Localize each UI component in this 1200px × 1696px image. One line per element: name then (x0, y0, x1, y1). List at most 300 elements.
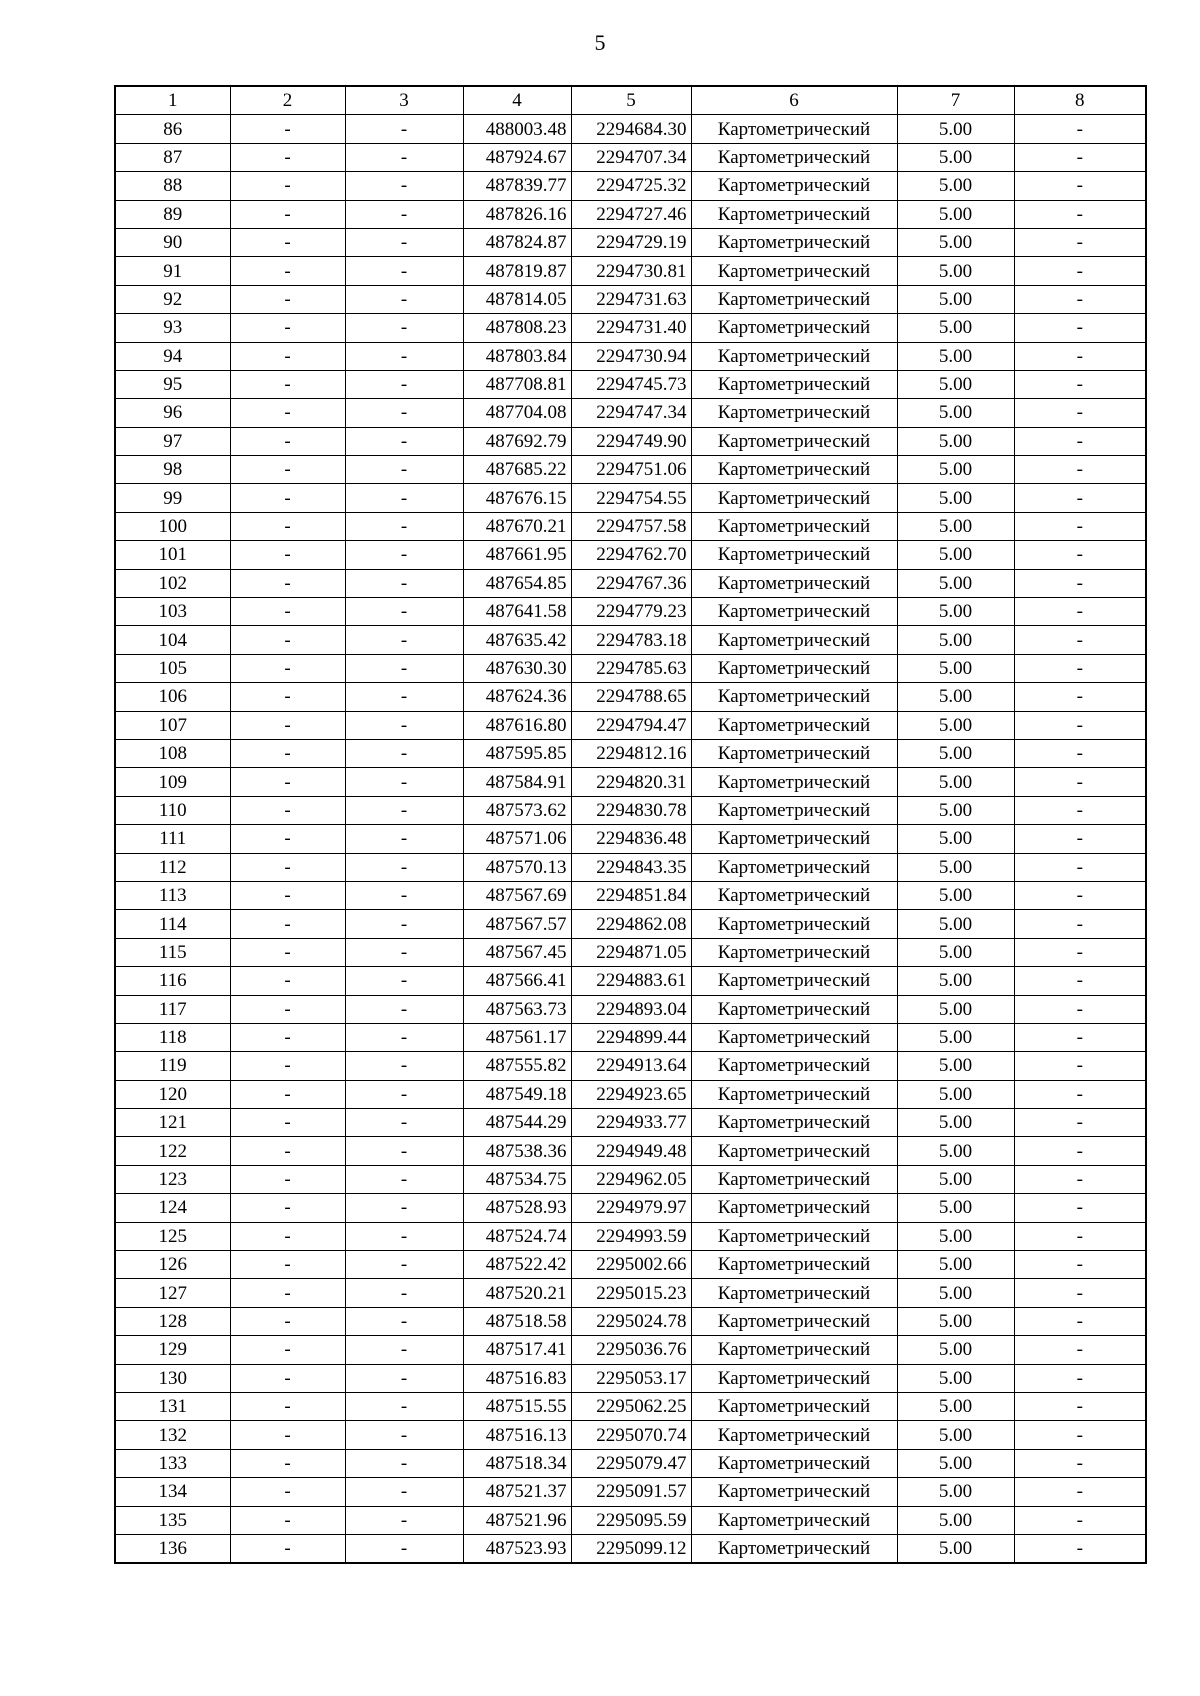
cell-coord-x: 487641.58 (463, 598, 571, 626)
cell-point-number: 113 (115, 881, 230, 909)
cell-col-3: - (345, 768, 463, 796)
cell-method: Картометрический (691, 1137, 897, 1165)
cell-col-2: - (230, 143, 345, 171)
cell-col-3: - (345, 314, 463, 342)
cell-col-2: - (230, 1478, 345, 1506)
cell-method: Картометрический (691, 1222, 897, 1250)
cell-method: Картометрический (691, 739, 897, 767)
cell-col-8: - (1014, 1137, 1146, 1165)
cell-method: Картометрический (691, 1392, 897, 1420)
cell-coord-x: 487518.58 (463, 1307, 571, 1335)
cell-point-number: 136 (115, 1534, 230, 1563)
cell-coord-x: 487524.74 (463, 1222, 571, 1250)
cell-col-8: - (1014, 1307, 1146, 1335)
cell-coord-y: 2294851.84 (571, 881, 691, 909)
cell-method: Картометрический (691, 1336, 897, 1364)
cell-method: Картометрический (691, 370, 897, 398)
cell-col-3: - (345, 1478, 463, 1506)
cell-col-3: - (345, 1364, 463, 1392)
cell-method: Картометрический (691, 1194, 897, 1222)
cell-coord-x: 487670.21 (463, 512, 571, 540)
cell-point-number: 127 (115, 1279, 230, 1307)
cell-accuracy: 5.00 (897, 626, 1014, 654)
cell-coord-x: 487819.87 (463, 257, 571, 285)
cell-col-8: - (1014, 285, 1146, 313)
cell-col-2: - (230, 115, 345, 143)
table-row (115, 739, 1146, 767)
cell-coord-y: 2294993.59 (571, 1222, 691, 1250)
cell-accuracy: 5.00 (897, 172, 1014, 200)
table-row (115, 1336, 1146, 1364)
cell-coord-x: 487685.22 (463, 456, 571, 484)
cell-point-number: 126 (115, 1251, 230, 1279)
cell-col-8: - (1014, 228, 1146, 256)
cell-coord-y: 2294843.35 (571, 853, 691, 881)
cell-col-8: - (1014, 938, 1146, 966)
cell-col-3: - (345, 512, 463, 540)
cell-accuracy: 5.00 (897, 1222, 1014, 1250)
cell-coord-x: 487567.57 (463, 910, 571, 938)
cell-accuracy: 5.00 (897, 711, 1014, 739)
cell-method: Картометрический (691, 1421, 897, 1449)
table-row (115, 1194, 1146, 1222)
cell-coord-x: 487814.05 (463, 285, 571, 313)
cell-point-number: 90 (115, 228, 230, 256)
cell-point-number: 114 (115, 910, 230, 938)
cell-col-2: - (230, 938, 345, 966)
cell-coord-x: 487692.79 (463, 427, 571, 455)
cell-accuracy: 5.00 (897, 285, 1014, 313)
cell-method: Картометрический (691, 1023, 897, 1051)
cell-coord-y: 2295036.76 (571, 1336, 691, 1364)
cell-coord-y: 2294962.05 (571, 1165, 691, 1193)
cell-accuracy: 5.00 (897, 1307, 1014, 1335)
cell-accuracy: 5.00 (897, 1137, 1014, 1165)
column-header-5: 5 (571, 86, 691, 115)
cell-coord-x: 487561.17 (463, 1023, 571, 1051)
cell-col-2: - (230, 825, 345, 853)
cell-col-8: - (1014, 314, 1146, 342)
cell-col-3: - (345, 1449, 463, 1477)
cell-coord-y: 2294731.63 (571, 285, 691, 313)
cell-point-number: 109 (115, 768, 230, 796)
cell-coord-x: 487584.91 (463, 768, 571, 796)
cell-col-2: - (230, 1222, 345, 1250)
cell-point-number: 88 (115, 172, 230, 200)
cell-col-2: - (230, 598, 345, 626)
cell-coord-y: 2294830.78 (571, 796, 691, 824)
cell-method: Картометрический (691, 285, 897, 313)
cell-method: Картометрический (691, 881, 897, 909)
cell-point-number: 132 (115, 1421, 230, 1449)
cell-col-3: - (345, 370, 463, 398)
cell-point-number: 116 (115, 967, 230, 995)
cell-col-8: - (1014, 1251, 1146, 1279)
cell-col-3: - (345, 1534, 463, 1563)
cell-accuracy: 5.00 (897, 1534, 1014, 1563)
cell-accuracy: 5.00 (897, 512, 1014, 540)
cell-coord-x: 487567.69 (463, 881, 571, 909)
cell-accuracy: 5.00 (897, 541, 1014, 569)
cell-accuracy: 5.00 (897, 1023, 1014, 1051)
cell-accuracy: 5.00 (897, 910, 1014, 938)
table-row (115, 796, 1146, 824)
cell-col-3: - (345, 1279, 463, 1307)
cell-method: Картометрический (691, 995, 897, 1023)
cell-coord-x: 487528.93 (463, 1194, 571, 1222)
cell-coord-x: 487839.77 (463, 172, 571, 200)
cell-coord-x: 487616.80 (463, 711, 571, 739)
table-row (115, 1449, 1146, 1477)
cell-col-3: - (345, 853, 463, 881)
cell-coord-x: 487516.13 (463, 1421, 571, 1449)
cell-coord-y: 2294707.34 (571, 143, 691, 171)
cell-point-number: 108 (115, 739, 230, 767)
cell-method: Картометрический (691, 825, 897, 853)
cell-col-2: - (230, 1109, 345, 1137)
cell-col-8: - (1014, 654, 1146, 682)
cell-col-8: - (1014, 881, 1146, 909)
table-row (115, 569, 1146, 597)
cell-accuracy: 5.00 (897, 654, 1014, 682)
cell-coord-y: 2294871.05 (571, 938, 691, 966)
cell-method: Картометрический (691, 1506, 897, 1534)
cell-col-3: - (345, 1080, 463, 1108)
cell-accuracy: 5.00 (897, 938, 1014, 966)
cell-coord-y: 2294767.36 (571, 569, 691, 597)
cell-method: Картометрический (691, 796, 897, 824)
cell-col-2: - (230, 881, 345, 909)
cell-method: Картометрический (691, 115, 897, 143)
cell-coord-y: 2294783.18 (571, 626, 691, 654)
cell-method: Картометрический (691, 1165, 897, 1193)
cell-col-3: - (345, 910, 463, 938)
cell-coord-x: 487624.36 (463, 683, 571, 711)
cell-accuracy: 5.00 (897, 1279, 1014, 1307)
cell-col-3: - (345, 825, 463, 853)
cell-point-number: 122 (115, 1137, 230, 1165)
cell-col-8: - (1014, 796, 1146, 824)
cell-coord-y: 2294747.34 (571, 399, 691, 427)
cell-coord-x: 487521.96 (463, 1506, 571, 1534)
cell-point-number: 97 (115, 427, 230, 455)
cell-coord-x: 487924.67 (463, 143, 571, 171)
cell-col-2: - (230, 910, 345, 938)
table-row (115, 995, 1146, 1023)
table-row (115, 427, 1146, 455)
cell-coord-y: 2294923.65 (571, 1080, 691, 1108)
cell-col-2: - (230, 1307, 345, 1335)
cell-method: Картометрический (691, 1364, 897, 1392)
cell-point-number: 129 (115, 1336, 230, 1364)
cell-col-3: - (345, 1109, 463, 1137)
cell-col-2: - (230, 427, 345, 455)
cell-accuracy: 5.00 (897, 427, 1014, 455)
cell-col-3: - (345, 115, 463, 143)
cell-coord-y: 2295091.57 (571, 1478, 691, 1506)
cell-col-3: - (345, 1023, 463, 1051)
cell-accuracy: 5.00 (897, 1052, 1014, 1080)
cell-col-8: - (1014, 200, 1146, 228)
cell-point-number: 125 (115, 1222, 230, 1250)
cell-col-3: - (345, 626, 463, 654)
cell-method: Картометрический (691, 1534, 897, 1563)
column-header-8: 8 (1014, 86, 1146, 115)
cell-accuracy: 5.00 (897, 370, 1014, 398)
table-row (115, 285, 1146, 313)
cell-coord-y: 2294729.19 (571, 228, 691, 256)
cell-accuracy: 5.00 (897, 143, 1014, 171)
table-row (115, 1506, 1146, 1534)
table-row (115, 143, 1146, 171)
cell-point-number: 121 (115, 1109, 230, 1137)
cell-col-3: - (345, 967, 463, 995)
cell-col-2: - (230, 342, 345, 370)
cell-accuracy: 5.00 (897, 598, 1014, 626)
cell-col-3: - (345, 143, 463, 171)
cell-coord-y: 2294730.81 (571, 257, 691, 285)
cell-col-8: - (1014, 1449, 1146, 1477)
cell-coord-x: 487521.37 (463, 1478, 571, 1506)
cell-col-2: - (230, 1534, 345, 1563)
cell-coord-x: 487538.36 (463, 1137, 571, 1165)
cell-col-8: - (1014, 1364, 1146, 1392)
cell-accuracy: 5.00 (897, 399, 1014, 427)
cell-col-8: - (1014, 1052, 1146, 1080)
cell-coord-y: 2294725.32 (571, 172, 691, 200)
cell-col-2: - (230, 512, 345, 540)
cell-col-8: - (1014, 1080, 1146, 1108)
coordinates-table (114, 85, 1147, 1564)
cell-coord-x: 487808.23 (463, 314, 571, 342)
cell-col-2: - (230, 257, 345, 285)
cell-col-3: - (345, 796, 463, 824)
table-row (115, 910, 1146, 938)
cell-coord-x: 487566.41 (463, 967, 571, 995)
cell-accuracy: 5.00 (897, 796, 1014, 824)
cell-method: Картометрический (691, 853, 897, 881)
table-row (115, 1137, 1146, 1165)
table-row (115, 342, 1146, 370)
cell-col-8: - (1014, 1421, 1146, 1449)
cell-col-8: - (1014, 1534, 1146, 1563)
cell-coord-y: 2294949.48 (571, 1137, 691, 1165)
cell-col-8: - (1014, 1392, 1146, 1420)
cell-col-3: - (345, 598, 463, 626)
cell-coord-x: 487518.34 (463, 1449, 571, 1477)
cell-point-number: 128 (115, 1307, 230, 1335)
cell-method: Картометрический (691, 484, 897, 512)
cell-point-number: 130 (115, 1364, 230, 1392)
cell-point-number: 134 (115, 1478, 230, 1506)
cell-coord-y: 2294862.08 (571, 910, 691, 938)
cell-accuracy: 5.00 (897, 257, 1014, 285)
cell-col-3: - (345, 711, 463, 739)
table-row (115, 825, 1146, 853)
cell-coord-y: 2294745.73 (571, 370, 691, 398)
cell-col-2: - (230, 456, 345, 484)
cell-method: Картометрический (691, 172, 897, 200)
cell-coord-y: 2294730.94 (571, 342, 691, 370)
cell-point-number: 89 (115, 200, 230, 228)
cell-col-2: - (230, 569, 345, 597)
cell-accuracy: 5.00 (897, 967, 1014, 995)
cell-col-3: - (345, 541, 463, 569)
cell-col-3: - (345, 995, 463, 1023)
cell-point-number: 86 (115, 115, 230, 143)
cell-coord-x: 487515.55 (463, 1392, 571, 1420)
cell-coord-y: 2294785.63 (571, 654, 691, 682)
cell-coord-x: 487661.95 (463, 541, 571, 569)
cell-col-8: - (1014, 853, 1146, 881)
cell-accuracy: 5.00 (897, 314, 1014, 342)
cell-col-3: - (345, 1336, 463, 1364)
cell-accuracy: 5.00 (897, 569, 1014, 597)
column-header-4: 4 (463, 86, 571, 115)
cell-col-3: - (345, 1194, 463, 1222)
cell-col-3: - (345, 683, 463, 711)
cell-accuracy: 5.00 (897, 683, 1014, 711)
cell-point-number: 133 (115, 1449, 230, 1477)
cell-col-3: - (345, 427, 463, 455)
cell-coord-x: 487549.18 (463, 1080, 571, 1108)
cell-accuracy: 5.00 (897, 1109, 1014, 1137)
cell-coord-y: 2294749.90 (571, 427, 691, 455)
cell-point-number: 101 (115, 541, 230, 569)
cell-accuracy: 5.00 (897, 1478, 1014, 1506)
cell-col-2: - (230, 200, 345, 228)
cell-col-3: - (345, 342, 463, 370)
cell-coord-y: 2294820.31 (571, 768, 691, 796)
cell-point-number: 131 (115, 1392, 230, 1420)
cell-method: Картометрический (691, 626, 897, 654)
table-row (115, 1478, 1146, 1506)
cell-col-2: - (230, 1421, 345, 1449)
cell-method: Картометрический (691, 1251, 897, 1279)
cell-col-2: - (230, 853, 345, 881)
cell-method: Картометрический (691, 314, 897, 342)
cell-col-2: - (230, 1023, 345, 1051)
cell-method: Картометрический (691, 654, 897, 682)
cell-accuracy: 5.00 (897, 1336, 1014, 1364)
column-header-7: 7 (897, 86, 1014, 115)
cell-coord-y: 2294836.48 (571, 825, 691, 853)
cell-coord-y: 2294754.55 (571, 484, 691, 512)
cell-coord-y: 2294779.23 (571, 598, 691, 626)
table-row (115, 967, 1146, 995)
cell-col-8: - (1014, 143, 1146, 171)
cell-method: Картометрический (691, 711, 897, 739)
cell-col-3: - (345, 569, 463, 597)
cell-method: Картометрический (691, 399, 897, 427)
cell-coord-x: 487555.82 (463, 1052, 571, 1080)
table-row (115, 1165, 1146, 1193)
cell-accuracy: 5.00 (897, 115, 1014, 143)
cell-accuracy: 5.00 (897, 228, 1014, 256)
cell-col-8: - (1014, 626, 1146, 654)
table-row (115, 938, 1146, 966)
table-row (115, 1222, 1146, 1250)
cell-col-2: - (230, 1392, 345, 1420)
cell-method: Картометрический (691, 257, 897, 285)
cell-coord-x: 487708.81 (463, 370, 571, 398)
cell-accuracy: 5.00 (897, 768, 1014, 796)
cell-col-3: - (345, 1307, 463, 1335)
cell-method: Картометрический (691, 342, 897, 370)
cell-coord-x: 488003.48 (463, 115, 571, 143)
cell-col-8: - (1014, 1336, 1146, 1364)
cell-col-8: - (1014, 1194, 1146, 1222)
cell-col-8: - (1014, 967, 1146, 995)
cell-point-number: 110 (115, 796, 230, 824)
cell-col-8: - (1014, 1478, 1146, 1506)
cell-method: Картометрический (691, 228, 897, 256)
cell-point-number: 118 (115, 1023, 230, 1051)
cell-col-2: - (230, 1137, 345, 1165)
cell-col-2: - (230, 995, 345, 1023)
cell-accuracy: 5.00 (897, 825, 1014, 853)
cell-coord-x: 487676.15 (463, 484, 571, 512)
cell-col-2: - (230, 654, 345, 682)
cell-col-8: - (1014, 427, 1146, 455)
cell-col-8: - (1014, 739, 1146, 767)
cell-col-2: - (230, 768, 345, 796)
cell-point-number: 91 (115, 257, 230, 285)
cell-point-number: 123 (115, 1165, 230, 1193)
cell-coord-y: 2294893.04 (571, 995, 691, 1023)
cell-col-2: - (230, 967, 345, 995)
table-row (115, 1307, 1146, 1335)
cell-method: Картометрический (691, 768, 897, 796)
cell-accuracy: 5.00 (897, 739, 1014, 767)
cell-coord-y: 2294913.64 (571, 1052, 691, 1080)
cell-col-3: - (345, 881, 463, 909)
cell-coord-y: 2295099.12 (571, 1534, 691, 1563)
table-row (115, 654, 1146, 682)
cell-col-8: - (1014, 370, 1146, 398)
cell-coord-x: 487570.13 (463, 853, 571, 881)
cell-col-2: - (230, 484, 345, 512)
cell-point-number: 105 (115, 654, 230, 682)
cell-col-2: - (230, 314, 345, 342)
cell-coord-x: 487826.16 (463, 200, 571, 228)
cell-col-8: - (1014, 910, 1146, 938)
cell-col-3: - (345, 456, 463, 484)
cell-col-8: - (1014, 342, 1146, 370)
table-row (115, 456, 1146, 484)
cell-coord-y: 2294933.77 (571, 1109, 691, 1137)
table-row (115, 484, 1146, 512)
table-row (115, 512, 1146, 540)
cell-point-number: 111 (115, 825, 230, 853)
cell-method: Картометрический (691, 1109, 897, 1137)
table-row (115, 1279, 1146, 1307)
cell-accuracy: 5.00 (897, 881, 1014, 909)
cell-coord-y: 2295002.66 (571, 1251, 691, 1279)
cell-col-2: - (230, 1194, 345, 1222)
cell-col-2: - (230, 228, 345, 256)
cell-accuracy: 5.00 (897, 1421, 1014, 1449)
cell-col-3: - (345, 172, 463, 200)
cell-method: Картометрический (691, 1279, 897, 1307)
cell-coord-x: 487704.08 (463, 399, 571, 427)
table-row (115, 768, 1146, 796)
cell-accuracy: 5.00 (897, 853, 1014, 881)
cell-col-3: - (345, 654, 463, 682)
cell-method: Картометрический (691, 910, 897, 938)
cell-accuracy: 5.00 (897, 1251, 1014, 1279)
cell-coord-x: 487635.42 (463, 626, 571, 654)
